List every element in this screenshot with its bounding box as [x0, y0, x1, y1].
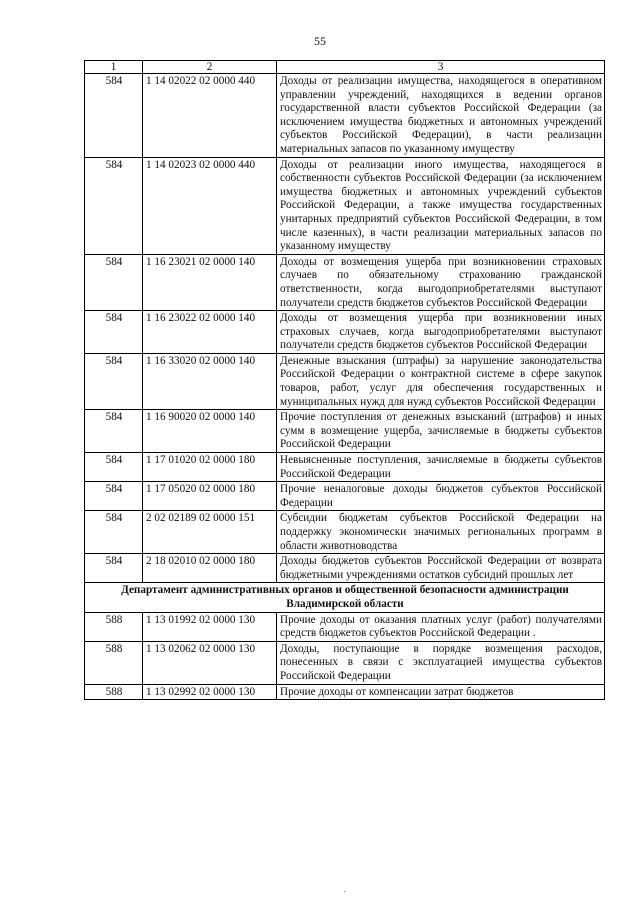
column-header-1: 1: [85, 61, 143, 74]
admin-code-cell: 584: [85, 157, 143, 254]
footer-mark: .: [344, 885, 346, 894]
revenue-code-cell: 1 16 33020 02 0000 140: [143, 353, 277, 409]
revenue-code-cell: 1 13 02992 02 0000 130: [143, 684, 277, 700]
admin-code-cell: 584: [85, 311, 143, 354]
revenue-code-cell: 1 17 05020 02 0000 180: [143, 482, 277, 511]
revenue-code-cell: 1 14 02023 02 0000 440: [143, 157, 277, 254]
table-row: [85, 641, 605, 684]
revenue-code-cell: 2 18 02010 02 0000 180: [143, 554, 277, 583]
admin-code-cell: 588: [85, 684, 143, 700]
table-row: [85, 482, 605, 511]
table-row: [85, 554, 605, 583]
revenue-description-cell: Невыясненные поступления, зачисляемые в бюджеты субъектов Российской Федерации: [277, 453, 605, 482]
admin-code-cell: 588: [85, 612, 143, 641]
column-header-3: 3: [277, 61, 605, 74]
revenue-description-cell: Прочие доходы от компенсации затрат бюджетов: [277, 684, 605, 700]
table-row: [85, 511, 605, 554]
revenue-description-cell: Доходы от возмещения ущерба при возникновении страховых случаев по обязательному страхованию гражданской ответственности, когда выгодоприобретателями выступают получатели средств бюджетов субъектов Российской Федерации: [277, 254, 605, 310]
revenue-description-cell: Прочие поступления от денежных взысканий (штрафов) и иных сумм в возмещение ущерба, зачисляемые в бюджеты субъектов Российской Федерации: [277, 410, 605, 453]
table-row: [85, 254, 605, 310]
column-header-2: 2: [143, 61, 277, 74]
table-row: [85, 353, 605, 409]
revenue-description-cell: Денежные взыскания (штрафы) за нарушение законодательства Российской Федерации о контрактной системе в сфере закупок товаров, работ, услуг для обеспечения государственных и муниципальных нужд для нужд субъектов Российской Федерации: [277, 353, 605, 409]
table-row: [85, 157, 605, 254]
revenue-code-cell: 2 02 02189 02 0000 151: [143, 511, 277, 554]
table-row: [85, 684, 605, 700]
revenue-description-cell: Доходы от возмещения ущерба при возникновении иных страховых случаев, когда выгодоприобретателями выступают получатели средств бюджетов субъектов Российской Федерации: [277, 311, 605, 354]
department-heading: Департамент административных органов и общественной безопасности администрации Владимирской области: [85, 583, 605, 612]
revenue-description-cell: Прочие доходы от оказания платных услуг (работ) получателями средств бюджетов субъектов Российской Федерации .: [277, 612, 605, 641]
admin-code-cell: 584: [85, 353, 143, 409]
page-number: 55: [314, 34, 326, 48]
admin-code-cell: 584: [85, 74, 143, 158]
admin-code-cell: 584: [85, 554, 143, 583]
revenue-description-cell: Доходы от реализации иного имущества, находящегося в собственности субъектов Российской Федерации (за исключением имущества бюджетных и автономных учреждений субъектов Российской Федерации, а также имущества государственных унитарных предприятий субъектов Российской Федерации, в том числе казенных), в части реализации материальных запасов по указанному имуществу: [277, 157, 605, 254]
admin-code-cell: 584: [85, 453, 143, 482]
revenue-code-cell: 1 13 01992 02 0000 130: [143, 612, 277, 641]
revenue-code-cell: 1 16 23022 02 0000 140: [143, 311, 277, 354]
table-row: [85, 612, 605, 641]
revenue-description-cell: Доходы от реализации имущества, находящегося в оперативном управлении учреждений, находящихся в ведении органов государственной власти субъектов Российской Федерации (за исключением имущества бюджетных и автономных учреждений субъектов Российской Федерации), в части реализации материальных запасов по указанному имуществу: [277, 74, 605, 158]
table-row: [85, 74, 605, 158]
revenue-code-cell: 1 16 90020 02 0000 140: [143, 410, 277, 453]
table-row: [85, 311, 605, 354]
table-row: [85, 410, 605, 453]
admin-code-cell: 584: [85, 482, 143, 511]
revenue-code-cell: 1 17 01020 02 0000 180: [143, 453, 277, 482]
admin-code-cell: 584: [85, 410, 143, 453]
revenue-codes-table: [84, 60, 605, 700]
table-row: [85, 453, 605, 482]
revenue-description-cell: Субсидии бюджетам субъектов Российской Федерации на поддержку экономически значимых региональных программ в области животноводства: [277, 511, 605, 554]
revenue-description-cell: Доходы бюджетов субъектов Российской Федерации от возврата бюджетными учреждениями остатков субсидий прошлых лет: [277, 554, 605, 583]
revenue-description-cell: Доходы, поступающие в порядке возмещения расходов, понесенных в связи с эксплуатацией имущества субъектов Российской Федерации: [277, 641, 605, 684]
table-header-row: [85, 61, 605, 74]
revenue-code-cell: 1 16 23021 02 0000 140: [143, 254, 277, 310]
revenue-description-cell: Прочие неналоговые доходы бюджетов субъектов Российской Федерации: [277, 482, 605, 511]
revenue-code-cell: 1 13 02062 02 0000 130: [143, 641, 277, 684]
admin-code-cell: 588: [85, 641, 143, 684]
department-heading-row: [85, 583, 605, 612]
admin-code-cell: 584: [85, 511, 143, 554]
revenue-code-cell: 1 14 02022 02 0000 440: [143, 74, 277, 158]
admin-code-cell: 584: [85, 254, 143, 310]
